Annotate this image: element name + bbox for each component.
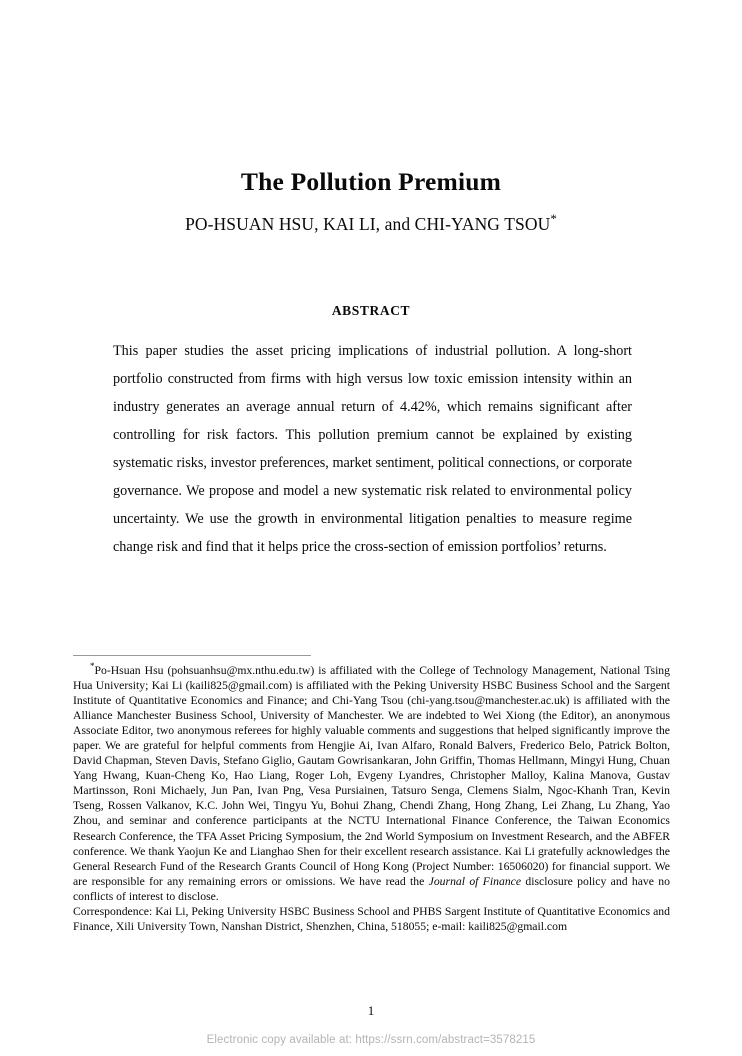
footnote-block [73,663,670,934]
footnote-acknowledgment [73,663,670,904]
author-names: PO-HSUAN HSU, KAI LI, and CHI-YANG TSOU [185,214,551,234]
footnote-acknowledgment-text-part2: disclosure policy and have no conflicts of interest to disclose. [73,874,670,903]
page-number: 1 [367,1003,375,1018]
footnote-separator-rule [73,655,311,656]
ssrn-availability-footer: Electronic copy available at: https://ssrn.com/abstract=3578215 [206,1034,536,1046]
footnote-marker: * [90,661,95,672]
author-footnote-marker: * [550,211,557,227]
page-title: The Pollution Premium [240,167,502,197]
footnote-correspondence: Correspondence: Kai Li, Peking University HSBC Business School and PHBS Sargent Institute of Quantitative Economics and Finance, Xili University Town, Nanshan District, Shenzhen, China, 518055; e-mail: kaili825@gmail.com [73,904,670,933]
footnote-acknowledgment-text-part1: Po-Hsuan Hsu (pohsuanhsu@mx.nthu.edu.tw) is affiliated with the College of Technology Management, National Tsing Hua University; Kai Li (kaili825@gmail.com) is affiliated with the Peking University HSBC Business School and the Sargent Institute of Quantitative Economics and Finance; and Chi-Yang Tsou (chi-yang.tsou@manchester.ac.uk) is affiliated with the Alliance Manchester Business School, University of Manchester. We are indebted to Wei Xiong (the Editor), an anonymous Associate Editor, two anonymous referees for highly valuable comments and suggestions that helped significantly improve the paper. We are grateful for helpful comments from Hengjie Ai, Ivan Alfaro, Ronald Balvers, Frederico Belo, Patrick Bolton, David Chapman, Steven Davis, Stefano Giglio, Gautam Gowrisankaran, John Griffin, Thomas Hellmann, Mingyi Hung, Chuan Yang Hwang, Kuan-Cheng Ko, Hao Liang, Roger Loh, Evgeny Lyandres, Christopher Malloy, Kalina Manova, Gustav Martinsson, Roni Michaely, Jun Pan, Ivan Png, Vesa Pursiainen, Tatsuro Senga, Clemens Sialm, Ngoc-Khanh Tran, Kevin Tseng, Rossen Valkanov, K.C. John Wei, Tingyu Yu, Bohui Zhang, Chendi Zhang, Hong Zhang, Lei Zhang, Lu Zhang, Yao Zhou, and seminar and conference participants at the NCTU International Finance Conference, the Taiwan Economics Research Conference, the TFA Asset Pricing Symposium, the 2nd World Symposium on Investment Research, and the ABFER conference. We thank Yaojun Ke and Lianghao Shen for their excellent research assistance. Kai Li gratefully acknowledges the General Research Fund of the Research Grants Council of Hong Kong (Project Number: 16506020) for financial support. We are responsible for any remaining errors or omissions. We have read the [73,664,670,888]
abstract-body: This paper studies the asset pricing implications of industrial pollution. A long-short portfolio constructed from firms with high versus low toxic emission intensity within an industry generates an average annual return of 4.42%, which remains significant after controlling for risk factors. This pollution premium cannot be explained by existing systematic risks, investor preferences, market sentiment, political connections, or corporate governance. We propose and model a new systematic risk related to environmental policy uncertainty. We use the growth in environmental litigation penalties to measure regime change risk and find that it helps price the cross-section of emission portfolios’ returns. [113,343,632,555]
author-list [0,211,742,235]
abstract-heading: ABSTRACT [331,303,411,318]
journal-name: Journal of Finance [428,874,522,888]
